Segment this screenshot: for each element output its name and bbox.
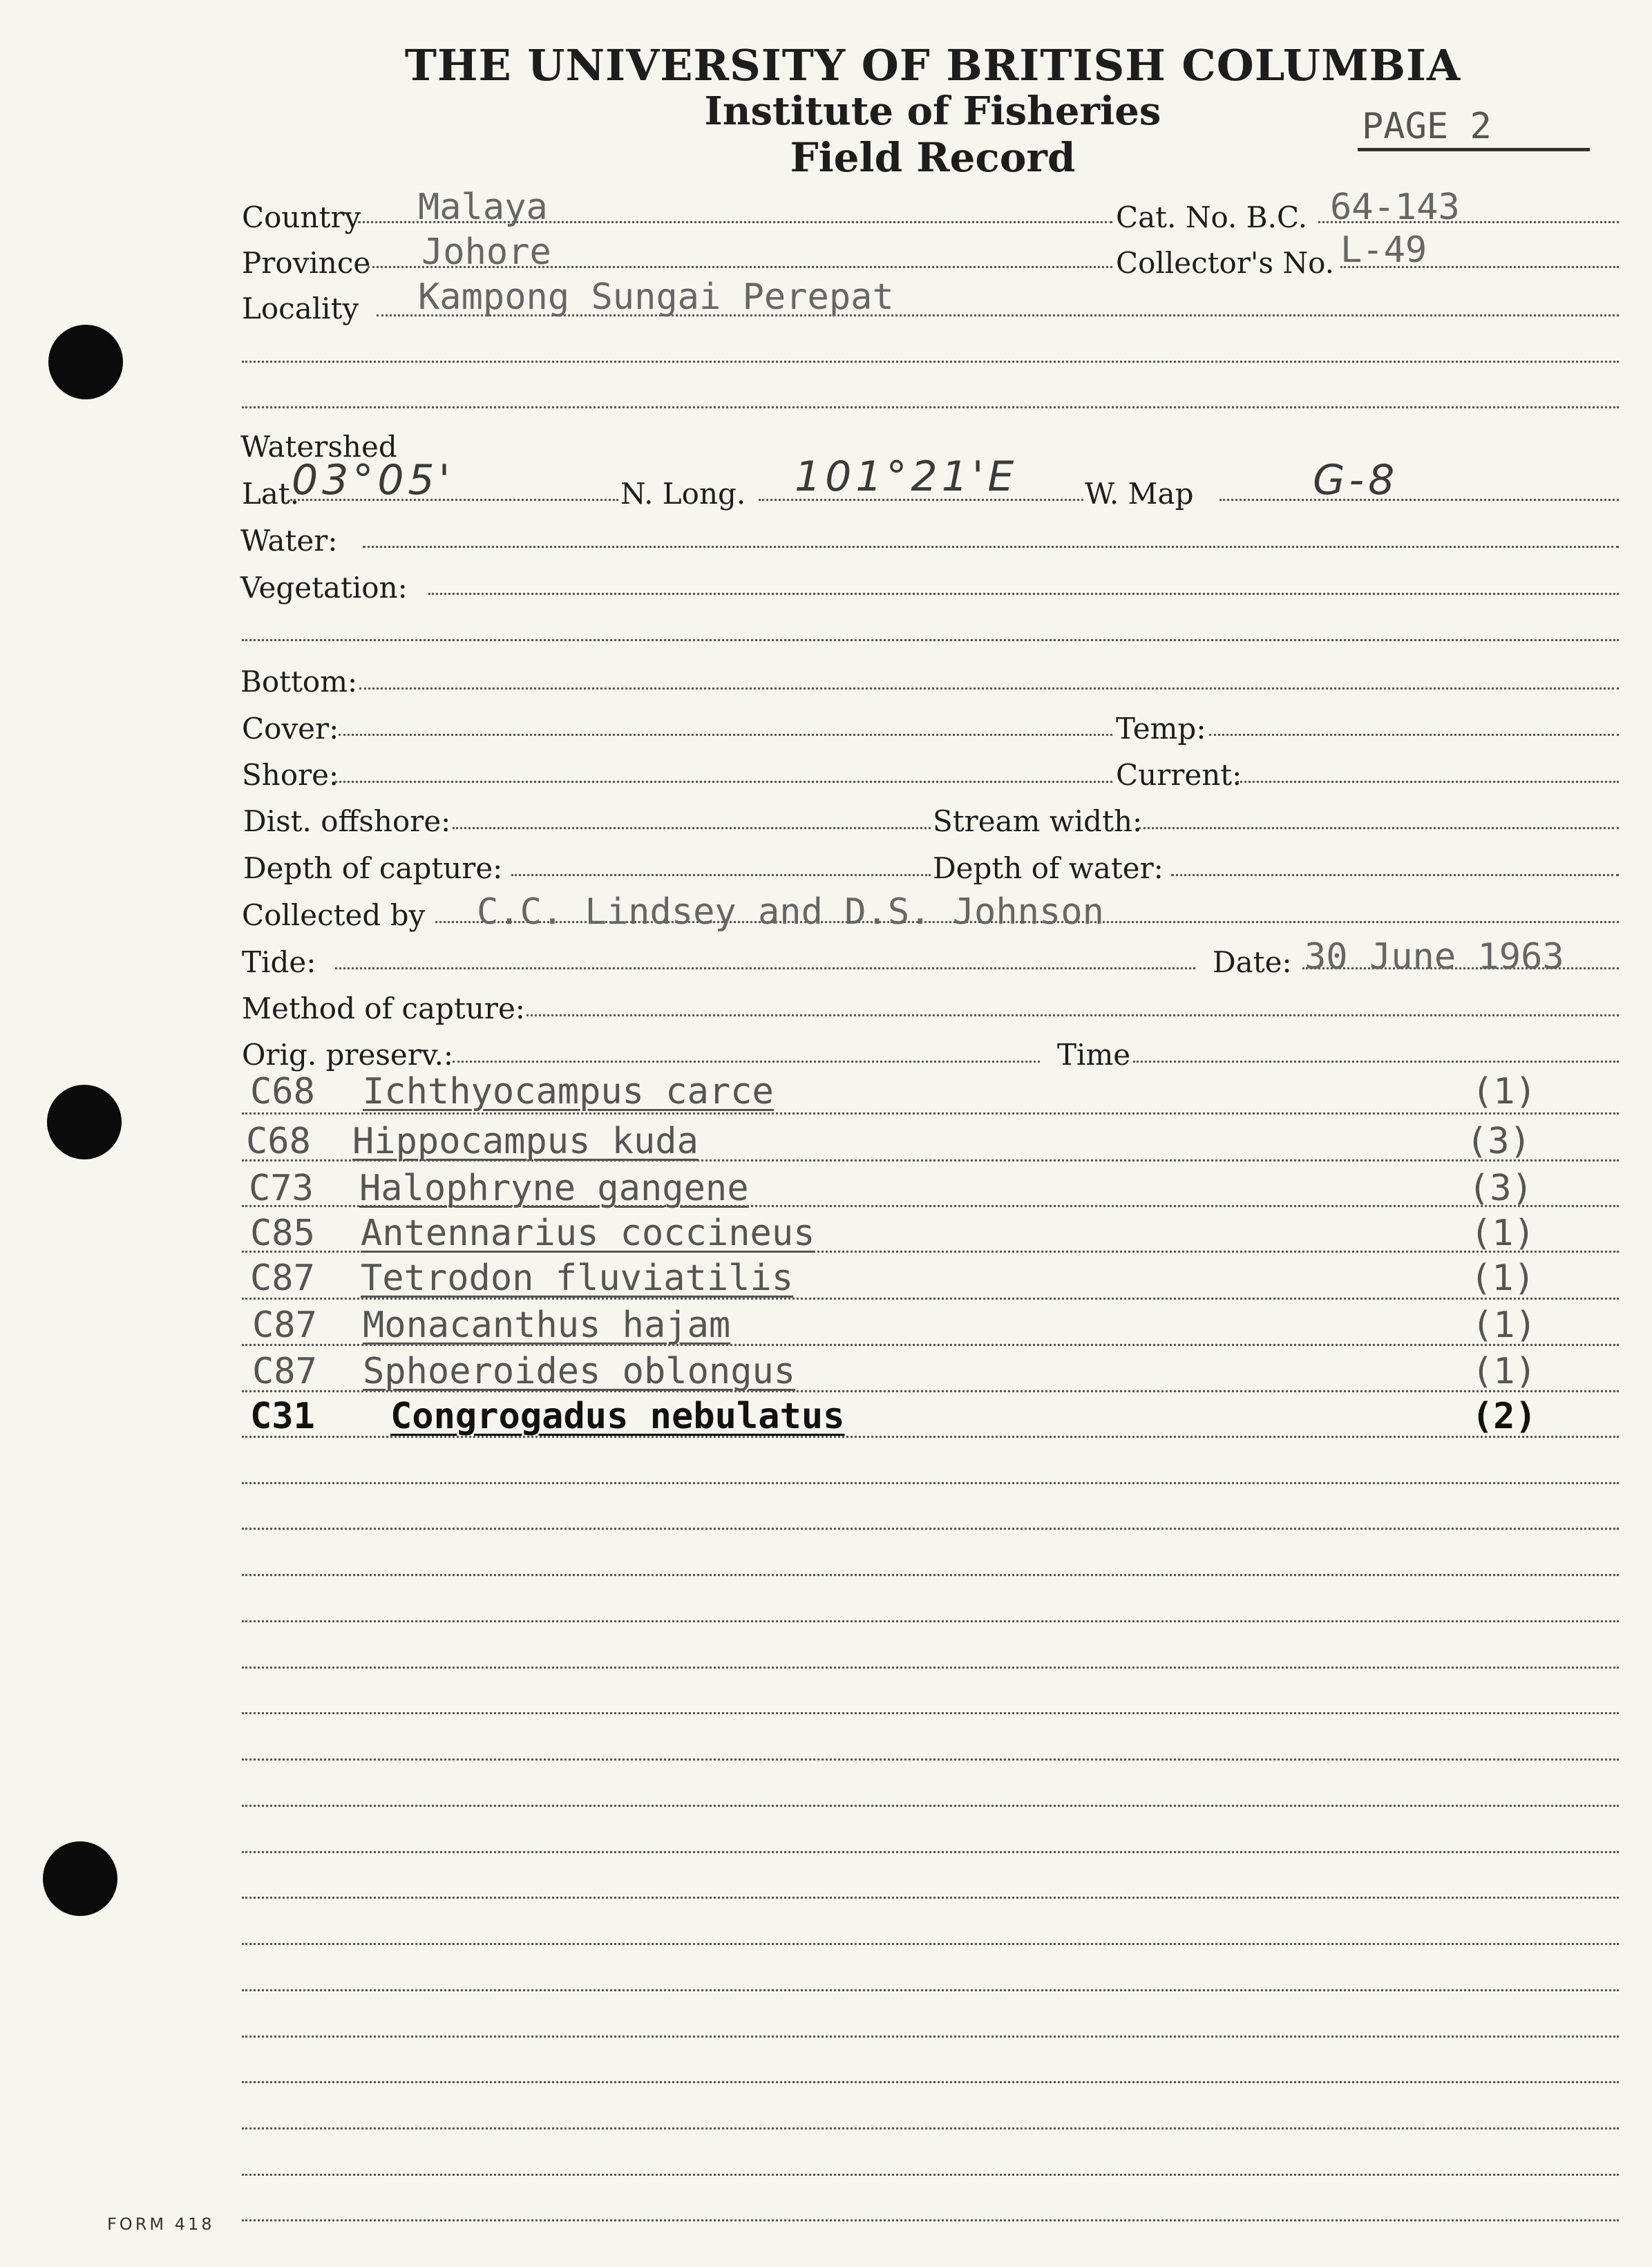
locality-line-3: [242, 406, 1619, 408]
specimen-count: (1): [1470, 1213, 1535, 1254]
specimen-line: [242, 1205, 1619, 1207]
specimen-code: C73: [249, 1168, 314, 1209]
specimen-count: (3): [1466, 1121, 1531, 1162]
depth-capture-label: Depth of capture:: [243, 851, 503, 885]
specimen-name: Congrogadus nebulatus: [390, 1396, 845, 1437]
binder-hole-bottom: [43, 1841, 117, 1916]
blank-line: [242, 1482, 1619, 1484]
blank-line: [242, 1758, 1619, 1761]
blank-line: [242, 1574, 1619, 1576]
record-title: Field Record: [790, 134, 1076, 181]
method-label: Method of capture:: [242, 992, 525, 1025]
institute-title: Institute of Fisheries: [704, 88, 1161, 134]
specimen-line: [242, 1159, 1619, 1161]
specimen-line: [242, 1112, 1619, 1114]
specimen-count: (3): [1468, 1168, 1533, 1209]
specimen-code: C68: [250, 1071, 315, 1112]
specimen-line: [242, 1436, 1619, 1438]
specimen-count: (1): [1472, 1071, 1537, 1112]
specimen-count: (1): [1470, 1258, 1535, 1299]
specimen-code: C87: [252, 1305, 317, 1346]
blank-line: [242, 1851, 1619, 1853]
water-label: Water:: [240, 524, 338, 558]
tide-line: [335, 967, 1195, 969]
specimen-name: Monacanthus hajam: [363, 1305, 731, 1346]
blank-line: [242, 2174, 1619, 2176]
dist-offshore-label: Dist. offshore:: [243, 804, 451, 838]
blank-line: [242, 2081, 1619, 2083]
specimen-line: [242, 1251, 1619, 1253]
specimen-name: Antennarius coccineus: [361, 1213, 815, 1254]
specimen-line: [242, 1344, 1619, 1346]
water-line: [363, 546, 1619, 548]
binder-hole-top: [48, 325, 123, 399]
specimen-name: Halophryne gangene: [359, 1168, 749, 1209]
specimen-code: C87: [252, 1351, 317, 1392]
shore-label: Shore:: [242, 758, 339, 792]
dist-offshore-line: [453, 827, 931, 829]
date-label: Date:: [1213, 945, 1292, 979]
binder-hole-middle: [47, 1085, 122, 1159]
specimen-count: (1): [1472, 1351, 1537, 1392]
collected-by-label: Collected by: [242, 898, 426, 932]
blank-line: [242, 1528, 1619, 1530]
country-label: Country: [242, 200, 361, 234]
shore-line: [335, 781, 1112, 783]
method-line: [526, 1014, 1619, 1016]
province-label: Province: [242, 246, 371, 280]
blank-line: [242, 1620, 1619, 1622]
blank-line: [242, 1897, 1619, 1899]
temp-line: [1209, 734, 1619, 736]
university-title: THE UNIVERSITY OF BRITISH COLUMBIA: [404, 40, 1461, 91]
specimen-name: Tetrodon fluviatilis: [361, 1258, 794, 1299]
cat-no-value: 64-143: [1330, 187, 1460, 228]
specimen-code: C68: [246, 1121, 311, 1162]
blank-line: [242, 2219, 1619, 2221]
province-value: Johore: [421, 231, 551, 273]
blank-line: [242, 1712, 1619, 1714]
orig-preserv-label: Orig. preserv.:: [242, 1038, 454, 1072]
depth-capture-line: [511, 874, 931, 876]
stream-width-line: [1139, 827, 1619, 829]
specimen-code: C87: [250, 1258, 315, 1299]
w-map-label: W. Map: [1085, 477, 1194, 511]
cat-no-label: Cat. No. B.C.: [1116, 200, 1307, 234]
blank-line: [242, 1989, 1619, 1991]
stream-width-label: Stream width:: [933, 804, 1143, 838]
collected-by-value: C.C. Lindsey and D.S. Johnson: [477, 891, 1104, 933]
time-label: Time: [1057, 1038, 1131, 1072]
vegetation-line: [428, 593, 1619, 595]
specimen-line: [242, 1298, 1619, 1300]
temp-label: Temp:: [1116, 712, 1206, 746]
blank-line: [242, 1667, 1619, 1669]
specimen-name: Ichthyocampus carce: [363, 1071, 774, 1112]
depth-water-label: Depth of water:: [933, 851, 1164, 885]
current-line: [1237, 781, 1619, 783]
watershed-label: Watershed: [240, 430, 397, 464]
page-number: PAGE 2: [1358, 105, 1590, 151]
cover-line: [339, 734, 1112, 736]
specimen-name: Hippocampus kuda: [352, 1121, 699, 1162]
vegetation-line-2: [242, 639, 1619, 641]
specimen-code: C85: [250, 1213, 315, 1254]
locality-value: Kampong Sungai Perepat: [418, 276, 894, 318]
bottom-line: [359, 687, 1619, 690]
specimen-count: (2): [1472, 1396, 1537, 1437]
blank-line: [242, 2036, 1619, 2038]
collector-no-label: Collector's No.: [1116, 246, 1335, 280]
depth-water-line: [1171, 874, 1619, 876]
blank-line: [242, 2127, 1619, 2130]
n-long-label: N. Long.: [620, 477, 746, 511]
lat-label: Lat.: [242, 477, 300, 511]
form-number: FORM 418: [107, 2214, 215, 2234]
map-value: G-8: [1313, 456, 1399, 504]
cover-label: Cover:: [242, 712, 339, 746]
orig-preserv-line: [453, 1061, 1040, 1063]
map-line: [1219, 499, 1619, 501]
specimen-line: [242, 1390, 1619, 1392]
specimen-name: Sphoeroides oblongus: [363, 1351, 796, 1392]
blank-line: [242, 1943, 1619, 1945]
current-label: Current:: [1116, 758, 1242, 792]
vegetation-label: Vegetation:: [240, 571, 408, 605]
collector-no-value: L-49: [1340, 229, 1427, 271]
blank-line: [242, 1805, 1619, 1807]
time-line: [1133, 1061, 1619, 1063]
country-value: Malaya: [418, 187, 548, 228]
bottom-label: Bottom:: [240, 665, 358, 699]
locality-label: Locality: [242, 292, 359, 325]
specimen-code: C31: [250, 1396, 315, 1437]
locality-line-2: [242, 361, 1619, 363]
n-long-value: 101°21'E: [795, 453, 1018, 501]
date-value: 30 June 1963: [1304, 936, 1564, 978]
specimen-count: (1): [1472, 1305, 1537, 1346]
tide-label: Tide:: [242, 945, 316, 979]
lat-value: 03°05': [292, 456, 455, 504]
